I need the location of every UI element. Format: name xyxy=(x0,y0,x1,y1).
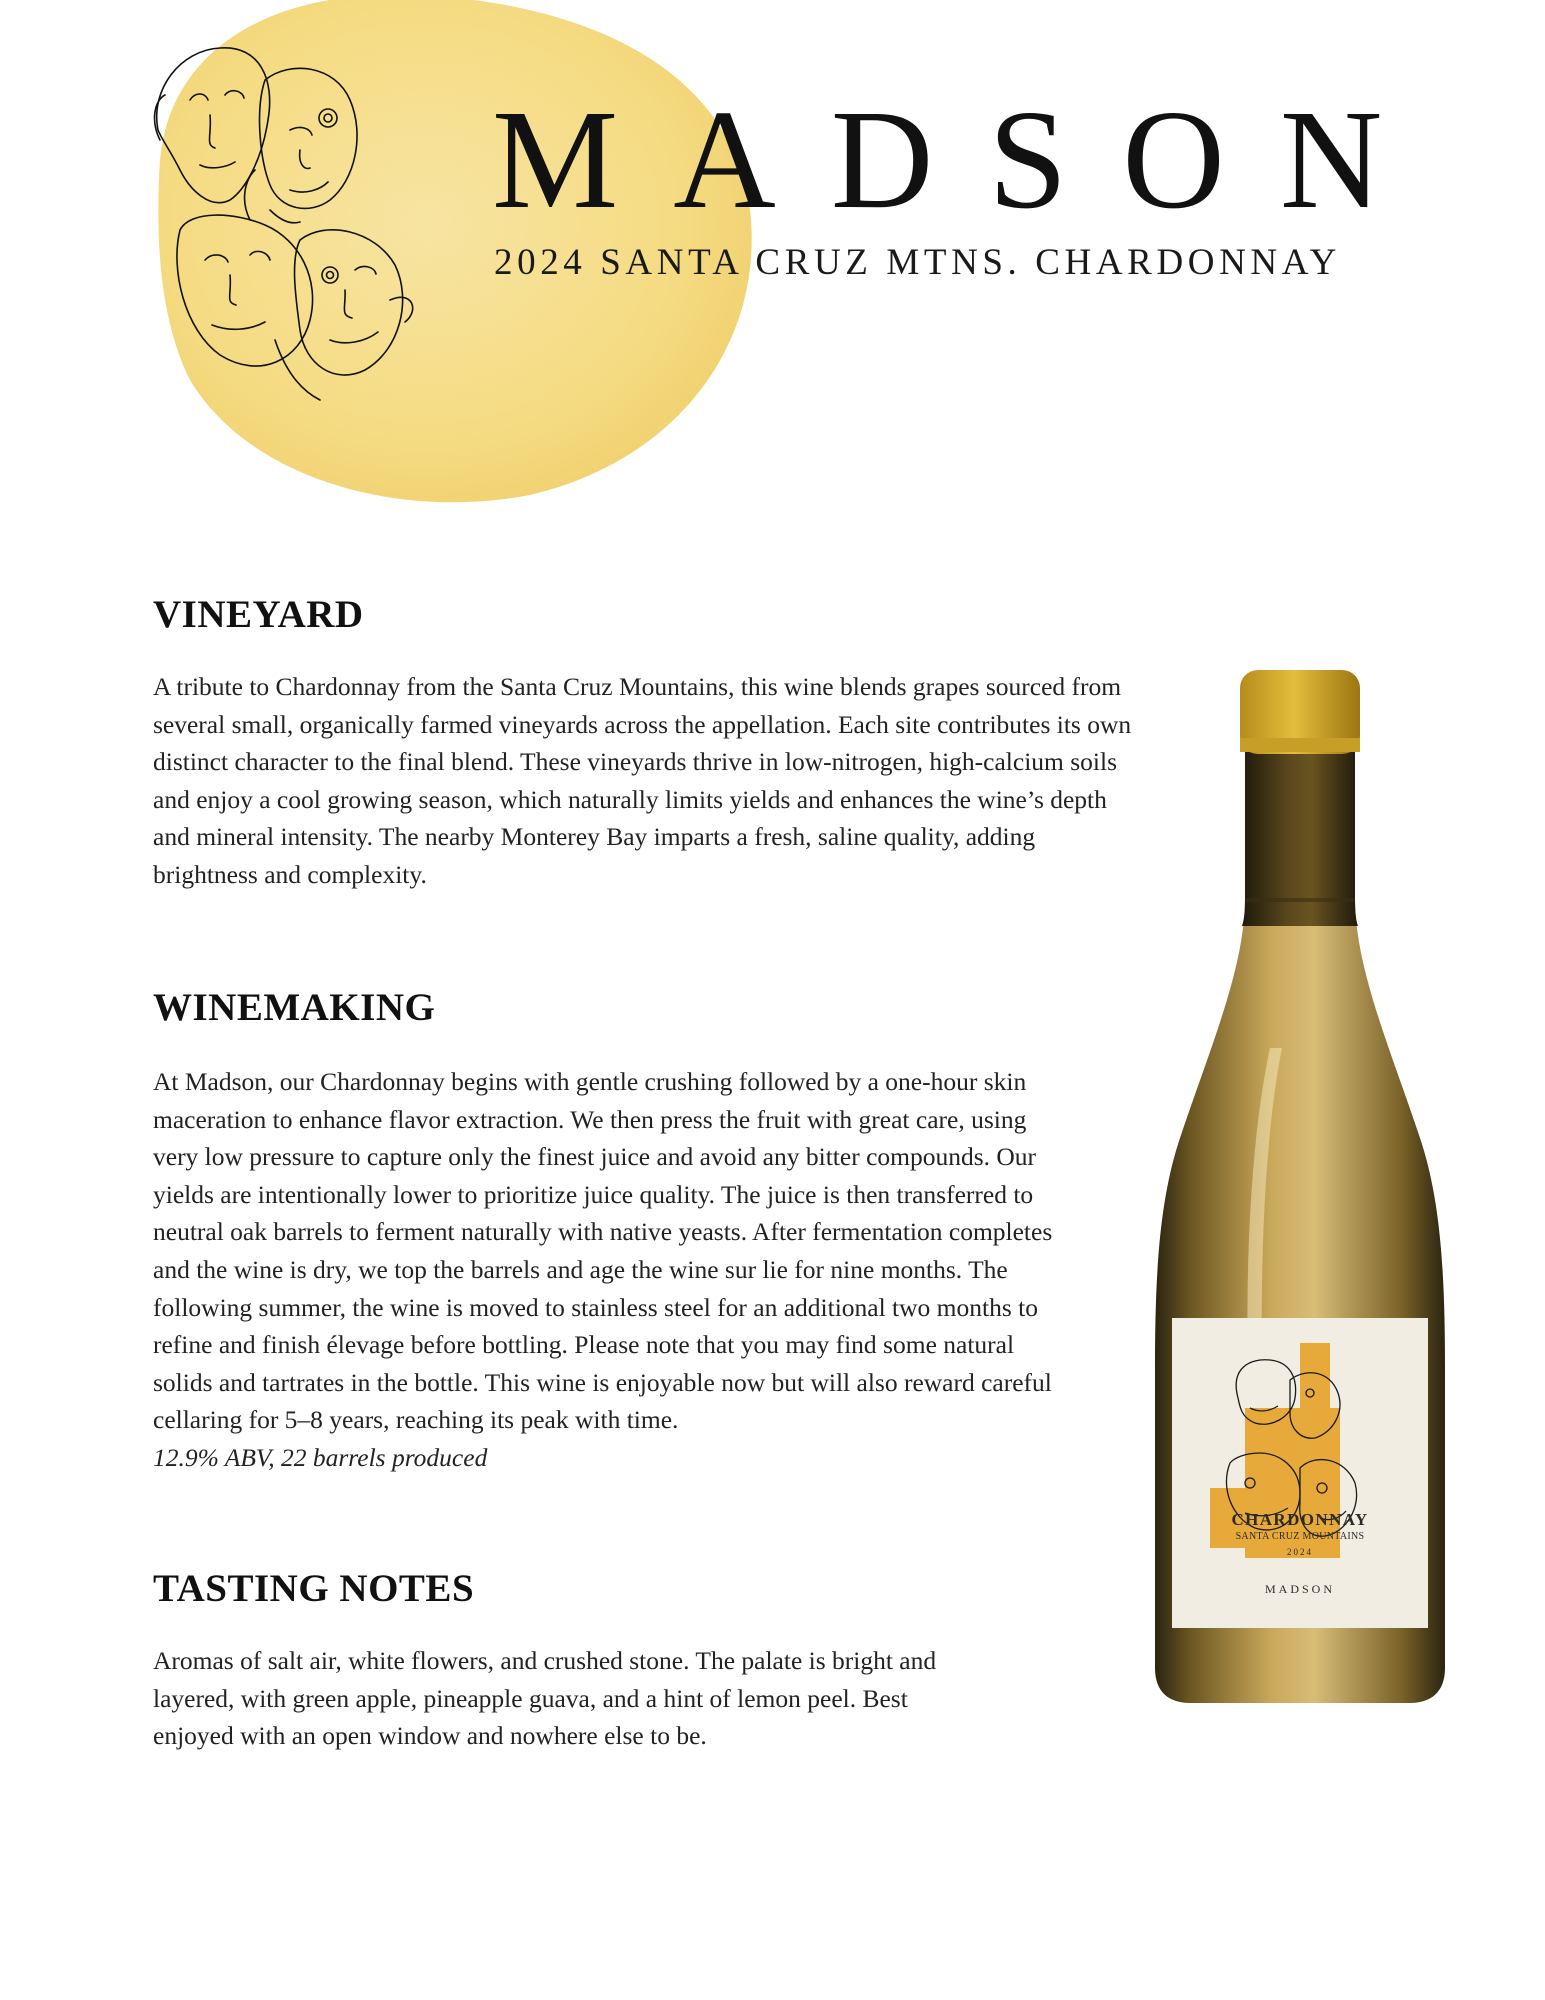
label-varietal: CHARDONNAY xyxy=(1231,1510,1369,1529)
vineyard-heading: VINEYARD xyxy=(153,593,364,636)
faces-line-art-logo xyxy=(150,40,420,410)
label-appellation: SANTA CRUZ MOUNTAINS xyxy=(1235,1531,1365,1542)
tasting-notes-heading: TASTING NOTES xyxy=(153,1567,475,1610)
wine-subtitle: 2024 SANTA CRUZ MTNS. CHARDONNAY xyxy=(494,242,1341,283)
production-stats: 12.9% ABV, 22 barrels produced xyxy=(153,1442,488,1472)
label-producer: MADSON xyxy=(1264,1582,1335,1596)
winemaking-paragraph: At Madson, our Chardonnay begins with gentle crushing followed by a one-hour skin maceration to enhance flavor extraction. We then press the fruit with great care, using very low pressure to capture only the finest juice and avoid any bitter compounds. Our yields are intentionally lower to prioritize juice quality. The juice is then transferred to neutral oak barrels to ferment naturally with native yeasts. After fermentation completes and the wine is dry, we top the barrels and age the wine sur lie for nine months. The following summer, the wine is moved to stainless steel for an additional two months to refine and finish élevage before bottling. Please note that you may find some natural solids and tartrates in the bottle. This wine is enjoyable now but will also reward careful cellaring for 5–8 years, reaching its peak with time. xyxy=(153,1067,1053,1435)
winemaking-heading: WINEMAKING xyxy=(153,986,436,1029)
vineyard-text xyxy=(153,668,1133,894)
vineyard-paragraph: A tribute to Chardonnay from the Santa Cruz Mountains, this wine blends grapes sourced from several small, organically farmed vineyards across the appellation. Each site contributes its own distinct character to the final blend. These vineyards thrive in low-nitrogen, high-calcium soils and enjoy a cool growing season, which naturally limits yields and enhances the wine’s depth and mineral intensity. The nearby Monterey Bay imparts a fresh, saline quality, adding brightness and complexity. xyxy=(153,672,1132,889)
brand-title: MADSON xyxy=(492,80,1438,238)
winemaking-text xyxy=(153,1063,1078,1477)
tasting-notes-text xyxy=(153,1642,938,1755)
tasting-paragraph: Aromas of salt air, white flowers, and crushed stone. The palate is bright and layered, with green apple, pineapple guava, and a hint of lemon peel. Best enjoyed with an open window and nowhere else to be. xyxy=(153,1646,937,1751)
label-vintage: 2024 xyxy=(1287,1547,1313,1557)
